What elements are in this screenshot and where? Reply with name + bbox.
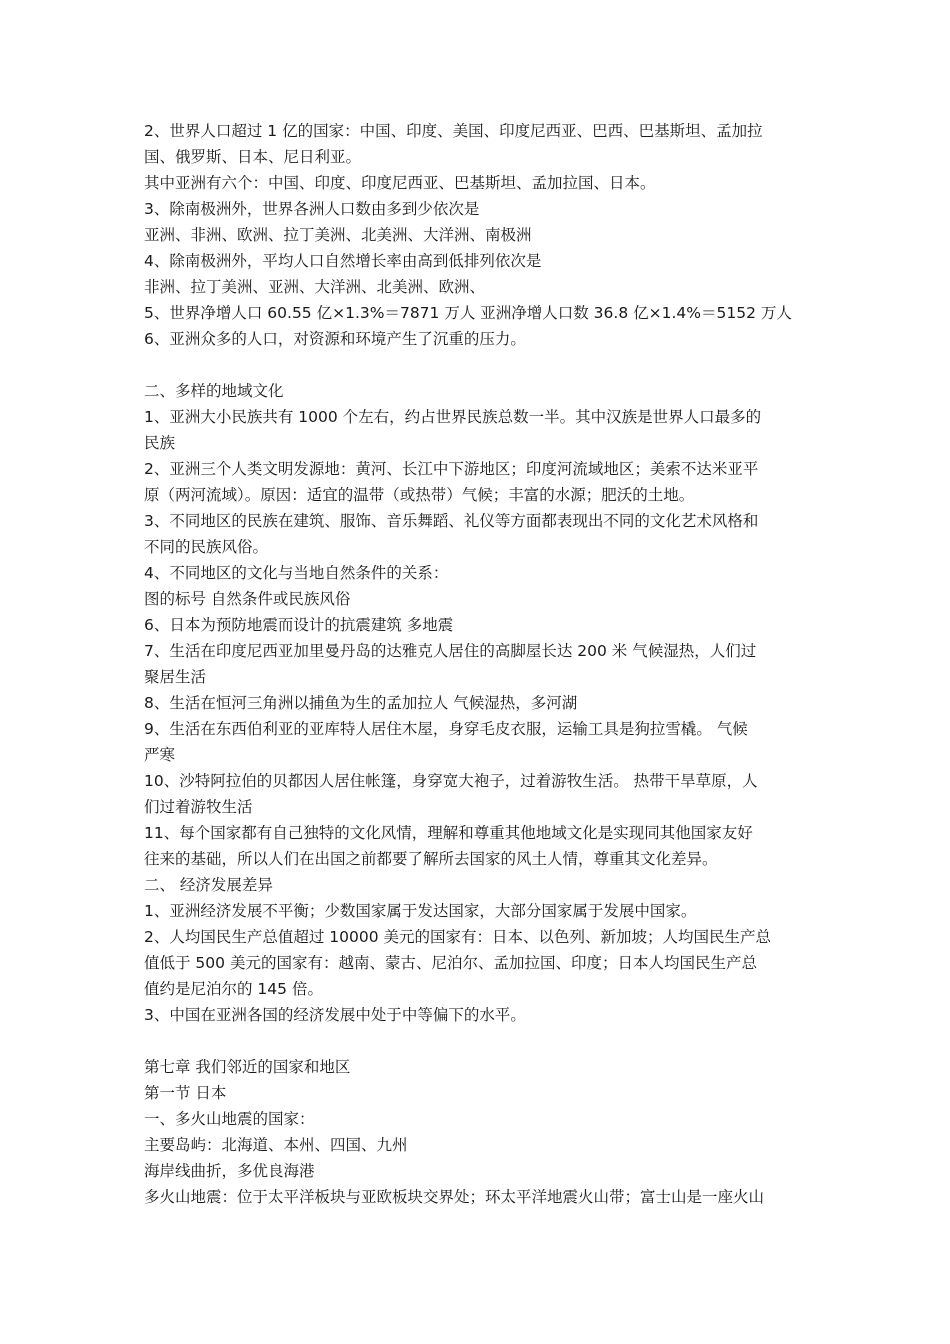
document-body <box>144 118 809 1210</box>
text-line: 3、中国在亚洲各国的经济发展中处于中等偏下的水平。 <box>144 1006 526 1024</box>
text-line: 10、沙特阿拉伯的贝都因人居住帐篷，身穿宽大袍子，过着游牧生活。 热带干旱草原，人 <box>144 772 758 790</box>
text-line: 往来的基础，所以人们在出国之前都要了解所去国家的风土人情，尊重其文化差异。 <box>144 850 718 868</box>
text-line: 5、世界净增人口 60.55 亿×1.3%＝7871 万人 亚洲净增人口数 36.8 亿×1.4%＝5152 万人 <box>144 304 792 322</box>
text-line: 主要岛屿：北海道、本州、四国、九州 <box>144 1136 408 1154</box>
text-line: 们过着游牧生活 <box>144 798 253 816</box>
text-line: 亚洲、非洲、欧洲、拉丁美洲、北美洲、大洋洲、南极洲 <box>144 226 532 244</box>
text-line: 海岸线曲折，多优良海港 <box>144 1162 315 1180</box>
text-line: 4、不同地区的文化与当地自然条件的关系： <box>144 564 449 582</box>
text-line: 民族 <box>144 434 176 452</box>
text-line: 聚居生活 <box>144 668 207 686</box>
text-line: 其中亚洲有六个：中国、印度、印度尼西亚、巴基斯坦、孟加拉国、日本。 <box>144 174 656 192</box>
blank-line <box>144 1028 809 1054</box>
text-line: 值约是尼泊尔的 145 倍。 <box>144 980 323 998</box>
text-line: 3、除南极洲外，世界各洲人口数由多到少依次是 <box>144 200 480 218</box>
text-line: 6、亚洲众多的人口，对资源和环境产生了沉重的压力。 <box>144 330 526 348</box>
text-line: 2、亚洲三个人类文明发源地：黄河、长江中下游地区；印度河流域地区；美索不达米亚平 <box>144 460 759 478</box>
text-line: 国、俄罗斯、日本、尼日利亚。 <box>144 148 362 166</box>
text-line: 4、除南极洲外，平均人口自然增长率由高到低排列依次是 <box>144 252 542 270</box>
text-line: 11、每个国家都有自己独特的文化风情，理解和尊重其他地域文化是实现同其他国家友好 <box>144 824 753 842</box>
text-line: 1、亚洲大小民族共有 1000 个左右，约占世界民族总数一半。其中汉族是世界人口最多的 <box>144 408 762 426</box>
text-line: 3、不同地区的民族在建筑、服饰、音乐舞蹈、礼仪等方面都表现出不同的文化艺术风格和 <box>144 512 759 530</box>
text-line: 6、日本为预防地震而设计的抗震建筑 多地震 <box>144 616 454 634</box>
text-line: 第七章 我们邻近的国家和地区 <box>144 1058 351 1076</box>
text-line: 9、生活在东西伯利亚的亚库特人居住木屋，身穿毛皮衣服，运输工具是狗拉雪橇。 气候 <box>144 720 748 738</box>
text-line: 非洲、拉丁美洲、亚洲、大洋洲、北美洲、欧洲、 <box>144 278 486 296</box>
blank-line <box>144 352 809 378</box>
text-line: 第一节 日本 <box>144 1084 227 1102</box>
text-line: 二、多样的地域文化 <box>144 382 284 400</box>
text-line: 一、多火山地震的国家： <box>144 1110 315 1128</box>
text-line: 2、人均国民生产总值超过 10000 美元的国家有：日本、以色列、新加坡；人均国民生产总 <box>144 928 772 946</box>
text-line: 8、生活在恒河三角洲以捕鱼为生的孟加拉人 气候湿热，多河湖 <box>144 694 578 712</box>
text-line: 2、世界人口超过 1 亿的国家：中国、印度、美国、印度尼西亚、巴西、巴基斯坦、孟加拉 <box>144 122 763 140</box>
text-line: 7、生活在印度尼西亚加里曼丹岛的达雅克人居住的高脚屋长达 200 米 气候湿热，人们过 <box>144 642 757 660</box>
text-line: 严寒 <box>144 746 176 764</box>
text-line: 1、亚洲经济发展不平衡；少数国家属于发达国家，大部分国家属于发展中国家。 <box>144 902 697 920</box>
text-line: 值低于 500 美元的国家有：越南、蒙古、尼泊尔、孟加拉国、印度；日本人均国民生产总 <box>144 954 757 972</box>
text-line: 原（两河流域）。原因：适宜的温带（或热带）气候；丰富的水源；肥沃的土地。 <box>144 486 695 504</box>
text-line: 二、 经济发展差异 <box>144 876 273 894</box>
text-line: 多火山地震：位于太平洋板块与亚欧板块交界处；环太平洋地震火山带；富士山是一座火山 <box>144 1188 765 1206</box>
text-line: 不同的民族风俗。 <box>144 538 269 556</box>
text-line: 图的标号 自然条件或民族风俗 <box>144 590 351 608</box>
